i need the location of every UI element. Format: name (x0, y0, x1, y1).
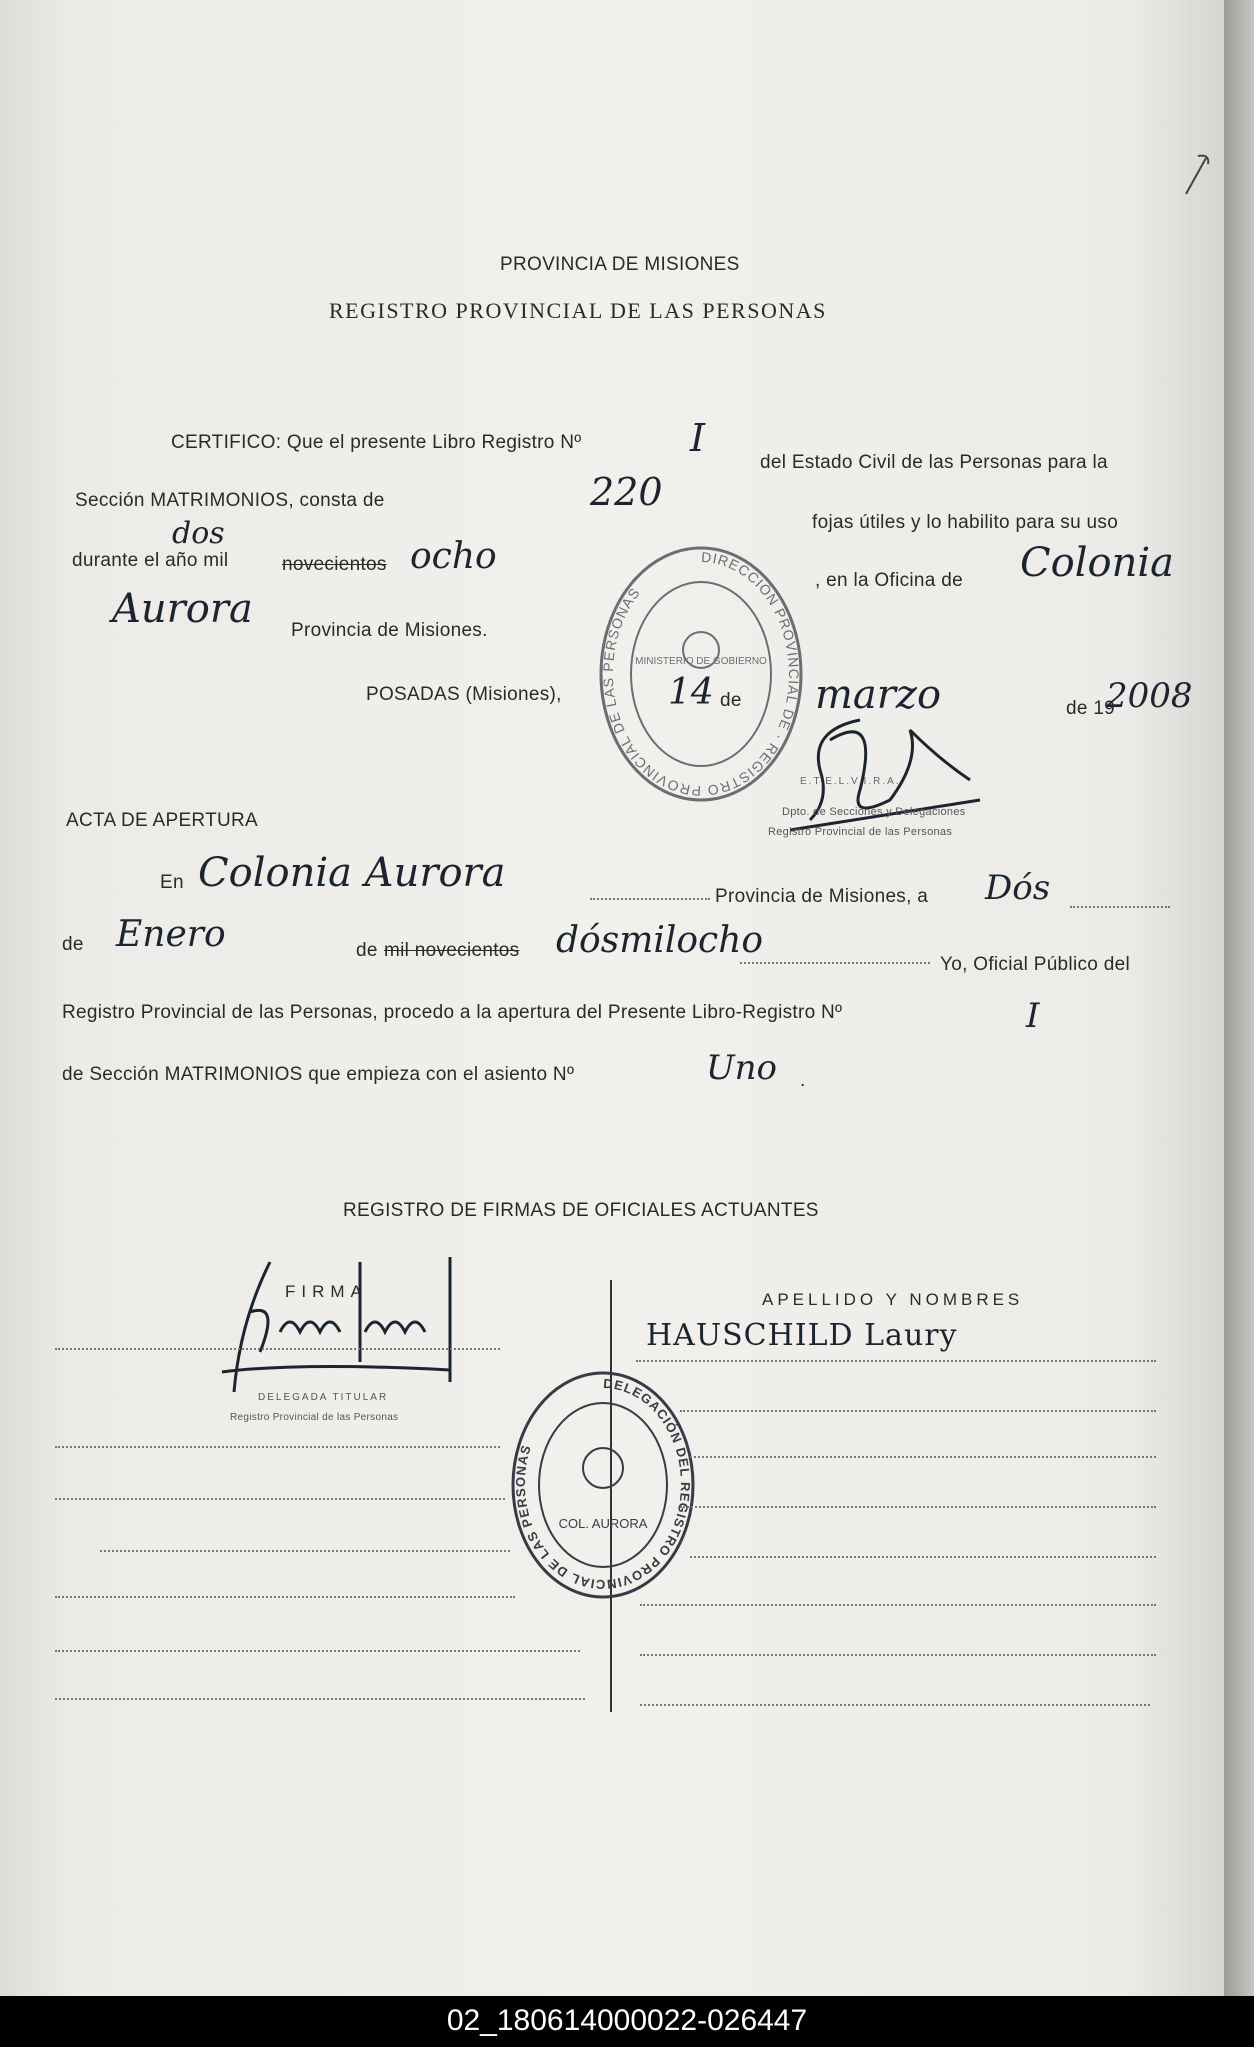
acta-entry-hw: Uno (706, 1048, 778, 1088)
signature-2-stamp-line1: DELEGADA TITULAR (258, 1392, 389, 1403)
signature-1-scribble (770, 700, 990, 840)
footer-bar (0, 1996, 1254, 2047)
signature-name-hw: HAUSCHILD Laury (646, 1318, 958, 1353)
acta-de2: de (356, 940, 378, 961)
cert-book-number: I (690, 416, 706, 460)
acta-place-hw: Colonia Aurora (198, 850, 506, 896)
firma-label: FIRMA (285, 1282, 368, 1301)
firma-line-1 (55, 1348, 500, 1350)
firma-line-6 (55, 1650, 580, 1652)
cert-line1-b: del Estado Civil de las Personas para la (760, 452, 1108, 473)
acta-yo: Yo, Oficial Público del (940, 954, 1130, 975)
cert-line2-b: fojas útiles y lo habilito para su uso (812, 512, 1119, 533)
acta-line3: Registro Provincial de las Personas, procedo a la apertura del Presente Libro-Registro Nº (62, 1002, 843, 1023)
name-line-7 (640, 1654, 1156, 1656)
acta-place-dots (590, 898, 710, 900)
acta-line4: de Sección MATRIMONIOS que empieza con el asiento Nº (62, 1064, 575, 1085)
acta-de1: de (62, 934, 84, 955)
cert-year-above: dos (172, 516, 225, 551)
acta-day-dots (1070, 906, 1170, 908)
signature-1-line1: Dpto. de Secciones y Delegaciones (782, 806, 966, 818)
acta-period: . (800, 1070, 806, 1091)
cert-year-hw: 2008 (1106, 676, 1193, 716)
name-line-6 (640, 1604, 1156, 1606)
cert-year-word: ocho (410, 536, 497, 577)
cert-month: marzo (815, 672, 942, 718)
cert-line1-a: CERTIFICO: Que el presente Libro Registro Nº (171, 432, 582, 453)
acta-year-hw: dósmilocho (556, 920, 764, 961)
name-line-3 (690, 1456, 1156, 1458)
signatures-title: REGISTRO DE FIRMAS DE OFICIALES ACTUANTES (343, 1200, 819, 1221)
signature-2-scribble (220, 1252, 460, 1402)
acta-title: ACTA DE APERTURA (66, 810, 259, 831)
name-line-2 (680, 1410, 1156, 1412)
acta-day-hw: Dós (985, 868, 1051, 908)
firma-line-3 (55, 1498, 505, 1500)
province-heading: PROVINCIA DE MISIONES (500, 254, 740, 275)
acta-book-hw: I (1026, 996, 1040, 1036)
name-line-8 (640, 1704, 1150, 1706)
cert-line2-a: Sección MATRIMONIOS, consta de (75, 490, 385, 511)
clip-mark-icon (1180, 150, 1220, 210)
cert-line4: Provincia de Misiones. (291, 620, 488, 641)
stamp-2-ring-text: DELEGACIÓN DEL REGISTRO PROVINCIAL DE LAS PERSONAS (512, 1375, 694, 1593)
signature-1-line2: Registro Provincial de las Personas (768, 826, 953, 838)
firma-line-4 (100, 1550, 510, 1552)
cert-de: de (720, 690, 742, 711)
registry-heading: REGISTRO PROVINCIAL DE LAS PERSONAS (329, 298, 827, 323)
signature-2-stamp-line2: Registro Provincial de las Personas (230, 1412, 399, 1423)
acta-en: En (160, 872, 184, 893)
name-line-1 (636, 1360, 1156, 1362)
cert-office-1: Colonia (1020, 540, 1174, 586)
stamp-1-inner-text: MINISTERIO DE GOBIERNO (635, 656, 767, 667)
apellido-label: APELLIDO Y NOMBRES (762, 1290, 1024, 1309)
cert-line3-b: , en la Oficina de (815, 570, 963, 591)
acta-provincia: Provincia de Misiones, a (715, 886, 929, 907)
firma-line-5 (55, 1596, 515, 1598)
stamp-1-ring-text: DIRECCIÓN PROVINCIAL DE · REGISTRO PROVINCIAL DE LAS PERSONAS (599, 548, 802, 800)
cert-folios: 220 (590, 470, 663, 514)
document-code: 02_180614000022-026447 (446, 2004, 808, 2037)
cert-office-2: Aurora (112, 586, 253, 632)
cert-day: 14 (668, 672, 714, 713)
firma-line-2 (55, 1446, 500, 1448)
cert-line3-a: durante el año mil (72, 550, 229, 571)
firma-line-7 (55, 1698, 585, 1700)
page-edge-shadow (1224, 0, 1254, 1996)
acta-struck: mil novecientos (384, 940, 520, 961)
cert-de-19: de 19 (1066, 698, 1116, 719)
acta-month-hw: Enero (116, 914, 226, 955)
name-line-4 (680, 1506, 1156, 1508)
cert-line3-struck: novecientos (282, 554, 387, 575)
stamp-2-inner-text: COL. AURORA (558, 1516, 648, 1531)
acta-year-dots (740, 962, 930, 964)
name-line-5 (690, 1556, 1156, 1558)
official-round-stamp-2 (508, 1368, 698, 1602)
cert-place: POSADAS (Misiones), (366, 684, 562, 705)
signature-1-name: E.T.E.L.V.I.R.A. (800, 776, 901, 787)
